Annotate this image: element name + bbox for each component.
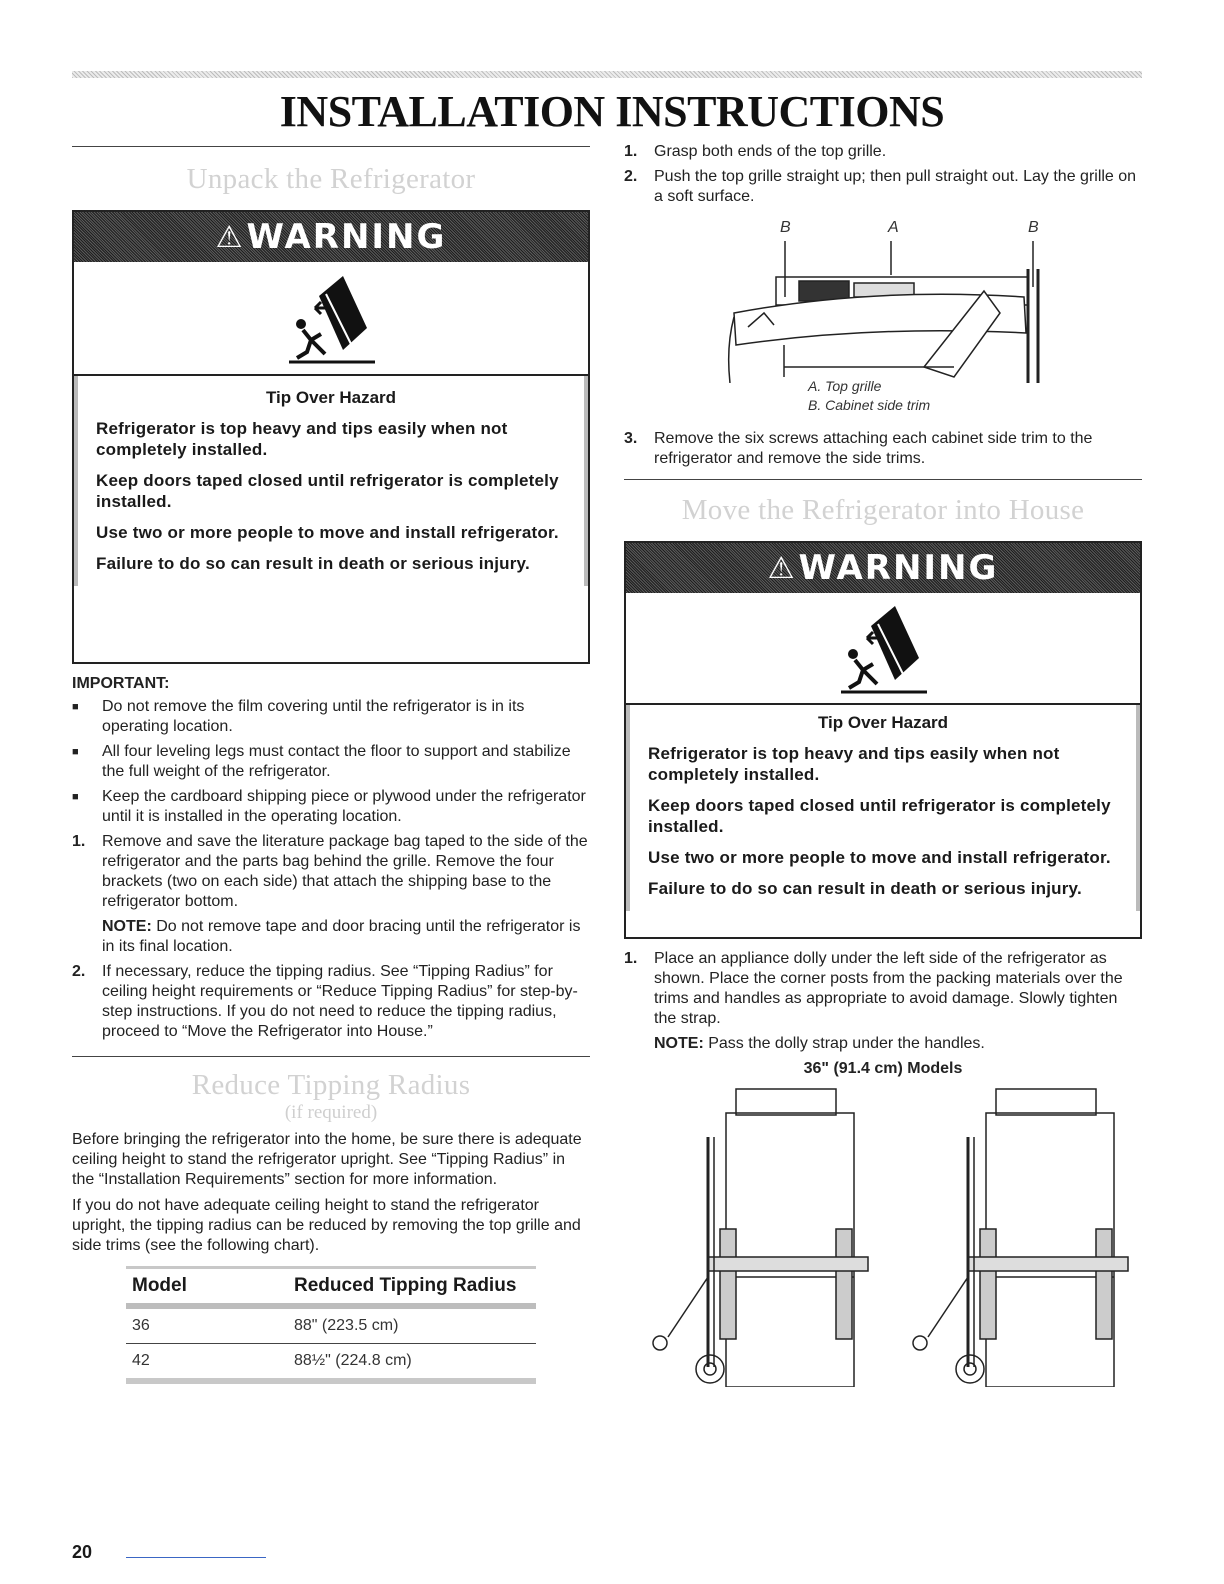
step-item: 1. Remove and save the literature package bag taped to the side of the refrigerator and the parts bag behind the grille. Remove the four brackets (two on each side) that attach the shipping base to the refrigerator bottom. xyxy=(72,833,588,910)
paragraph: Before bringing the refrigerator into the home, be sure there is adequate ceiling height to stand the refrigerator upright. See “Tipping Radius” in the “Installation Requirements” section for more information. xyxy=(72,1131,582,1188)
reduce-text xyxy=(72,1130,590,1256)
step-item: 1. Place an appliance dolly under the left side of the refrigerator as shown. Place the corner posts from the packing materials over the trims and handles as appropriate to avoid damage. Slowly tighten the strap. xyxy=(624,950,1123,1027)
list-item: ■ Keep the cardboard shipping piece or plywood under the refrigerator until it is installed in the operating location. xyxy=(72,788,586,825)
move-section-title: Move the Refrigerator into House xyxy=(681,494,1085,526)
unpack-instructions xyxy=(72,674,590,1042)
hazard-title: Tip Over Hazard xyxy=(817,713,949,732)
bullet-square-icon: ■ xyxy=(72,746,79,758)
unpack-section-title: Unpack the Refrigerator xyxy=(186,163,476,195)
important-label: IMPORTANT: xyxy=(72,675,170,692)
grille-removal-illustration xyxy=(624,217,1142,383)
step-item: 2. Push the top grille straight up; then pull straight out. Lay the grille on a soft surface. xyxy=(624,168,1137,205)
warning-header xyxy=(626,543,1140,593)
step-item: 3. Remove the six screws attaching each cabinet side trim to the refrigerator and remove the side trims. xyxy=(624,430,1093,467)
warning-header xyxy=(74,212,588,262)
top-grille-figure xyxy=(624,217,1142,383)
hazard-title: Tip Over Hazard xyxy=(265,388,397,407)
warning-body xyxy=(74,376,588,586)
table-header: Reduced Tipping Radius xyxy=(288,1268,536,1307)
tipping-radius-table xyxy=(126,1266,536,1384)
warning-line: Refrigerator is top heavy and tips easily when not completely installed. xyxy=(648,744,1060,784)
warning-line: Failure to do so can result in death or serious injury. xyxy=(648,879,1082,898)
models-title: 36" (91.4 cm) Models xyxy=(803,1060,963,1077)
warning-body xyxy=(626,705,1140,911)
tip-over-icon xyxy=(626,593,1140,705)
caption-top-grille: A. Top grille xyxy=(808,378,882,394)
step-item: 2. If necessary, reduce the tipping radius. See “Tipping Radius” for ceiling height requirements or “Reduce Tipping Radius” for step-by-step instructions. If you do not need to reduce the tipping radius, proceed to “Move the Refrigerator into House.” xyxy=(72,963,578,1040)
footer-rule xyxy=(126,1557,266,1558)
left-column xyxy=(72,146,590,1384)
warning-triangle-icon: ⚠ xyxy=(767,550,797,586)
list-item: ■ Do not remove the film covering until the refrigerator is in its operating location. xyxy=(72,698,525,735)
note: NOTE: Pass the dolly strap under the handles. xyxy=(654,1035,985,1052)
section-divider xyxy=(72,1056,590,1057)
table-row: 42 88½" (224.8 cm) xyxy=(126,1344,536,1382)
page-number: 20 xyxy=(72,1542,93,1562)
warning-line: Refrigerator is top heavy and tips easily when not completely installed. xyxy=(96,419,508,459)
page-title: INSTALLATION INSTRUCTIONS xyxy=(279,87,945,136)
reduce-section-title: Reduce Tipping Radius xyxy=(191,1069,471,1101)
reduce-section-subtitle: (if required) xyxy=(284,1102,378,1123)
right-column xyxy=(624,142,1142,1387)
list-item: ■ All four leveling legs must contact the floor to support and stabilize the full weight of the refrigerator. xyxy=(72,743,571,780)
move-instructions xyxy=(624,949,1142,1079)
step-item: 1. Grasp both ends of the top grille. xyxy=(624,143,887,160)
warning-box-move xyxy=(624,541,1142,939)
table-row: 36 88" (223.5 cm) xyxy=(126,1306,536,1344)
paragraph: If you do not have adequate ceiling height to stand the refrigerator upright, the tipping radius can be reduced by removing the top grille and side trims (see the following chart). xyxy=(72,1197,581,1254)
note: NOTE: Do not remove tape and door bracing until the refrigerator is in its final location. xyxy=(102,918,581,955)
warning-heading: WARNING xyxy=(798,548,999,588)
tip-over-icon xyxy=(74,262,588,376)
grille-steps xyxy=(624,142,1142,207)
bullet-square-icon: ■ xyxy=(72,701,79,713)
warning-line: Keep doors taped closed until refrigerator is completely installed. xyxy=(648,796,1111,836)
section-divider xyxy=(72,146,590,147)
warning-heading: WARNING xyxy=(246,217,447,257)
trim-step xyxy=(624,429,1142,469)
dolly-illustration xyxy=(624,1087,1142,1387)
table-header: Model xyxy=(126,1268,288,1307)
warning-line: Failure to do so can result in death or serious injury. xyxy=(96,554,530,573)
warning-line: Keep doors taped closed until refrigerator is completely installed. xyxy=(96,471,559,511)
bullet-square-icon: ■ xyxy=(72,791,79,803)
warning-box-unpack xyxy=(72,210,590,664)
warning-line: Use two or more people to move and install refrigerator. xyxy=(648,848,1111,867)
figure-label-b: B xyxy=(780,219,791,236)
figure-label-a: A xyxy=(888,219,899,236)
warning-line: Use two or more people to move and install refrigerator. xyxy=(96,523,559,542)
section-divider xyxy=(624,479,1142,480)
caption-side-trim: B. Cabinet side trim xyxy=(808,397,931,413)
warning-triangle-icon: ⚠ xyxy=(215,219,245,255)
top-decorative-rule xyxy=(72,71,1142,78)
figure-label-b: B xyxy=(1028,219,1039,236)
